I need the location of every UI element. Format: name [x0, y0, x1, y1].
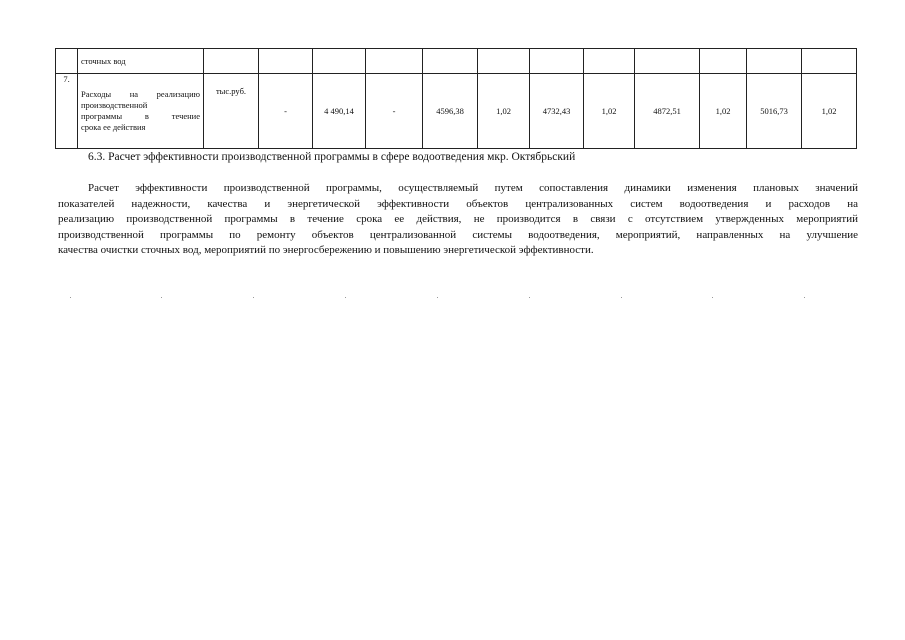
paragraph-line: реализацию производственной программы в течение срока ее действия, не производится в связи с отсутствием утвержденных мероприятий	[58, 213, 858, 225]
paragraph-line: показателей надежности, качества и энергетической эффективности объектов централизованных систем водоотведения и расходов на	[58, 197, 858, 210]
value-cell: 4872,51	[635, 74, 700, 149]
scan-dot	[253, 297, 254, 298]
value-cell: 4732,43	[530, 74, 584, 149]
scan-dot	[161, 297, 162, 298]
paragraph-line: качества очистки сточных вод, мероприятий по энергосбережению и повышению энергетической эффективности.	[58, 244, 594, 256]
scan-dot	[712, 297, 713, 298]
desc-line: программы в течение	[81, 111, 200, 121]
table-cell	[747, 49, 802, 74]
table-cell	[584, 49, 635, 74]
scan-dot	[529, 297, 530, 298]
value-cell: 1,02	[802, 74, 857, 149]
scan-dot	[437, 297, 438, 298]
value-cell: -	[366, 74, 423, 149]
section-heading: 6.3. Расчет эффективности производственной программы в сфере водоотведения мкр. Октябрьский	[88, 151, 576, 163]
table-cell	[802, 49, 857, 74]
scan-dot	[621, 297, 622, 298]
paragraph-line: производственной программы по ремонту объектов централизованной системы водоотведения, мероприятий, направленных на улучшение	[58, 228, 858, 241]
table-row	[56, 49, 857, 74]
row-desc-tail: сточных вод	[78, 49, 204, 74]
desc-line: срока ее действия	[81, 122, 146, 132]
table-cell	[313, 49, 366, 74]
value-cell: 1,02	[478, 74, 530, 149]
desc-line: Расходы на реализацию	[81, 89, 200, 99]
row-description	[78, 74, 204, 149]
value-cell: 4596,38	[423, 74, 478, 149]
unit-cell: тыс.руб.	[204, 74, 259, 149]
scan-dot	[345, 297, 346, 298]
value-cell: 1,02	[700, 74, 747, 149]
section-paragraph	[58, 181, 858, 259]
scan-dot	[804, 297, 805, 298]
row-number: 7.	[56, 74, 78, 149]
value-cell: 4 490,14	[313, 74, 366, 149]
value-cell: 5016,73	[747, 74, 802, 149]
table-cell	[259, 49, 313, 74]
table-cell	[366, 49, 423, 74]
table-cell	[204, 49, 259, 74]
desc-line: производственной	[81, 100, 148, 110]
scan-dot	[70, 297, 71, 298]
table-cell	[423, 49, 478, 74]
value-cell: -	[259, 74, 313, 149]
value-cell: 1,02	[584, 74, 635, 149]
data-table	[55, 48, 857, 149]
table-cell	[478, 49, 530, 74]
table-cell	[700, 49, 747, 74]
table-cell	[56, 49, 78, 74]
table-cell	[635, 49, 700, 74]
table-row	[56, 74, 857, 149]
table-cell	[530, 49, 584, 74]
paragraph-line: Расчет эффективности производственной программы, осуществляемый путем сопоставления динамики изменения плановых значений	[88, 182, 858, 194]
